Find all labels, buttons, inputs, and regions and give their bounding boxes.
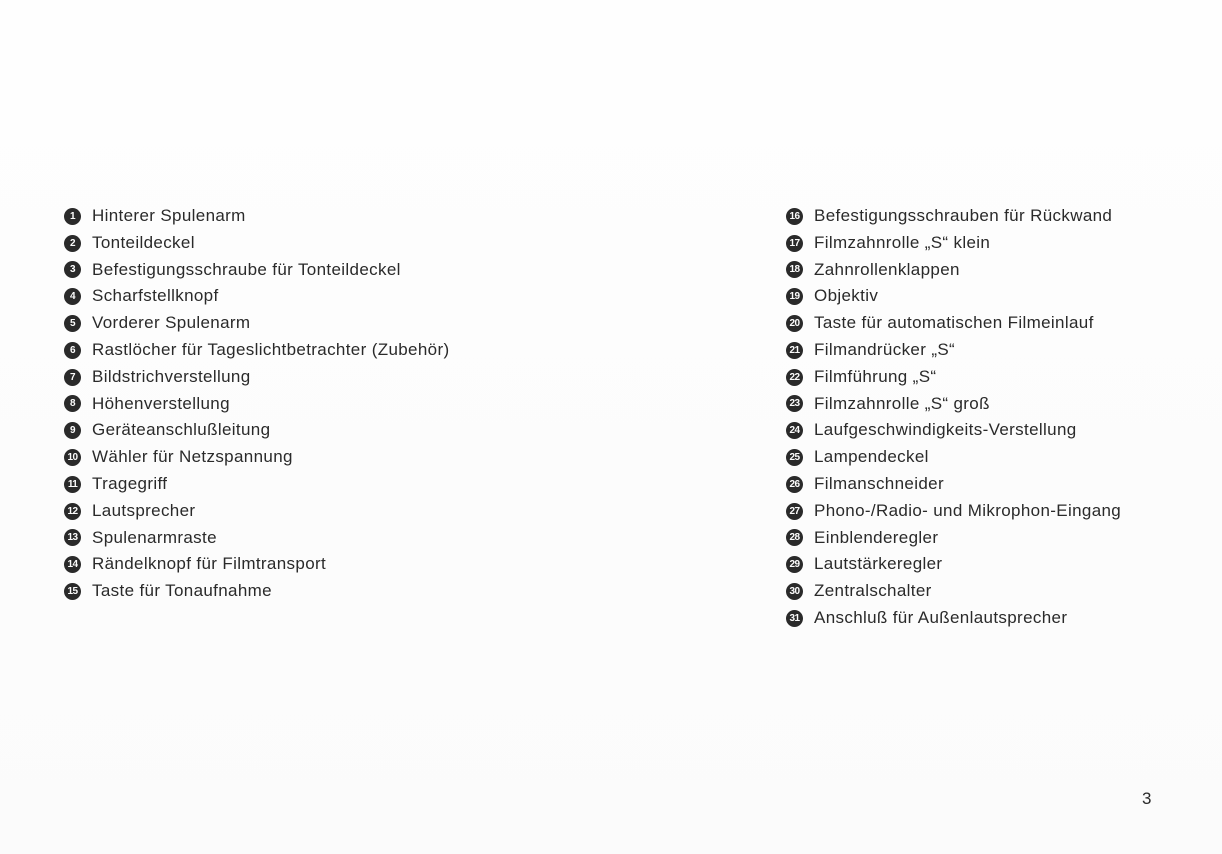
item-label: Taste für Tonaufnahme: [92, 581, 272, 601]
legend-item-8: [64, 391, 584, 418]
item-label: Spulenarmraste: [92, 527, 217, 547]
item-number-badge: 4: [64, 288, 81, 305]
item-number-badge: 1: [64, 208, 81, 225]
item-number-badge: 10: [64, 449, 81, 466]
item-label: Laufgeschwindigkeits-Verstellung: [814, 420, 1077, 440]
item-label: Befestigungsschraube für Tonteildeckel: [92, 259, 401, 279]
item-label: Rändelknopf für Filmtransport: [92, 554, 327, 574]
item-number-badge: 28: [786, 529, 803, 546]
legend-item-4: [64, 283, 584, 310]
legend-item-7: [64, 364, 584, 391]
item-label: Filmführung „S“: [814, 366, 937, 386]
item-label: Zahnrollenklappen: [814, 259, 960, 279]
item-number-badge: 17: [786, 235, 803, 252]
item-number-badge: 25: [786, 449, 803, 466]
legend-item-31: [786, 605, 1206, 632]
legend-item-2: [64, 230, 584, 257]
legend-item-9: [64, 417, 584, 444]
item-label: Objektiv: [814, 286, 879, 306]
legend-item-17: [786, 230, 1206, 257]
item-label: Befestigungsschrauben für Rückwand: [814, 206, 1113, 225]
item-label: Taste für automatischen Filmeinlauf: [814, 313, 1094, 333]
item-number-badge: 22: [786, 369, 803, 386]
item-number-badge: 23: [786, 395, 803, 412]
legend-item-18: [786, 257, 1206, 284]
item-label: Vorderer Spulenarm: [92, 313, 251, 333]
legend-item-21: [786, 337, 1206, 364]
item-number-badge: 2: [64, 235, 81, 252]
legend-item-27: [786, 498, 1206, 525]
legend-item-6: [64, 337, 584, 364]
item-label: Scharfstellknopf: [92, 286, 219, 306]
item-label: Einblenderegler: [814, 527, 939, 547]
item-number-badge: 24: [786, 422, 803, 439]
item-number-badge: 21: [786, 342, 803, 359]
legend-item-25: [786, 444, 1206, 471]
item-number-badge: 9: [64, 422, 81, 439]
legend-item-24: [786, 417, 1206, 444]
item-number-badge: 3: [64, 261, 81, 278]
legend-item-13: [64, 525, 584, 552]
item-number-badge: 29: [786, 556, 803, 573]
item-label: Rastlöcher für Tageslichtbetrachter (Zubehör): [92, 339, 450, 359]
item-label: Lampendeckel: [814, 447, 929, 467]
item-number-badge: 16: [786, 208, 803, 225]
item-label: Geräteanschlußleitung: [92, 420, 271, 440]
item-label: Filmandrücker „S“: [814, 339, 956, 359]
legend-item-11: [64, 471, 584, 498]
item-label: Lautstärkeregler: [814, 554, 943, 574]
item-label: Lautsprecher: [92, 500, 196, 520]
legend-item-15: [64, 578, 584, 605]
legend-item-10: [64, 444, 584, 471]
item-label: Filmanschneider: [814, 473, 944, 493]
legend-item-20: [786, 310, 1206, 337]
item-number-badge: 26: [786, 476, 803, 493]
legend-item-26: [786, 471, 1206, 498]
item-number-badge: 7: [64, 369, 81, 386]
item-number-badge: 15: [64, 583, 81, 600]
item-number-badge: 27: [786, 503, 803, 520]
page-number: 3: [1142, 789, 1152, 808]
item-number-badge: 20: [786, 315, 803, 332]
item-number-badge: 5: [64, 315, 81, 332]
item-number-badge: 31: [786, 610, 803, 627]
item-number-badge: 11: [64, 476, 81, 493]
parts-legend-left: [64, 203, 584, 605]
item-label: Tragegriff: [92, 473, 168, 493]
item-label: Wähler für Netzspannung: [92, 447, 293, 467]
item-number-badge: 6: [64, 342, 81, 359]
item-label: Zentralschalter: [814, 581, 932, 601]
item-label: Filmzahnrolle „S“ klein: [814, 232, 991, 252]
item-number-badge: 12: [64, 503, 81, 520]
item-number-badge: 18: [786, 261, 803, 278]
item-label: Bildstrichverstellung: [92, 366, 251, 386]
item-label: Höhenverstellung: [92, 393, 230, 413]
legend-item-28: [786, 525, 1206, 552]
legend-item-14: [64, 551, 584, 578]
item-number-badge: 8: [64, 395, 81, 412]
item-number-badge: 30: [786, 583, 803, 600]
item-label: Tonteildeckel: [92, 232, 195, 252]
item-label: Phono-/Radio- und Mikrophon-Eingang: [814, 500, 1122, 520]
legend-item-3: [64, 257, 584, 284]
legend-item-5: [64, 310, 584, 337]
item-label: Anschluß für Außenlautsprecher: [814, 607, 1068, 627]
item-number-badge: 13: [64, 529, 81, 546]
legend-item-23: [786, 391, 1206, 418]
legend-item-12: [64, 498, 584, 525]
item-label: Filmzahnrolle „S“ groß: [814, 393, 990, 413]
parts-legend-right: [786, 203, 1206, 632]
legend-item-19: [786, 283, 1206, 310]
legend-item-30: [786, 578, 1206, 605]
item-number-badge: 14: [64, 556, 81, 573]
legend-item-22: [786, 364, 1206, 391]
legend-item-29: [786, 551, 1206, 578]
legend-item-1: [64, 203, 584, 230]
legend-item-16: [786, 203, 1206, 230]
item-number-badge: 19: [786, 288, 803, 305]
item-label: Hinterer Spulenarm: [92, 206, 246, 225]
